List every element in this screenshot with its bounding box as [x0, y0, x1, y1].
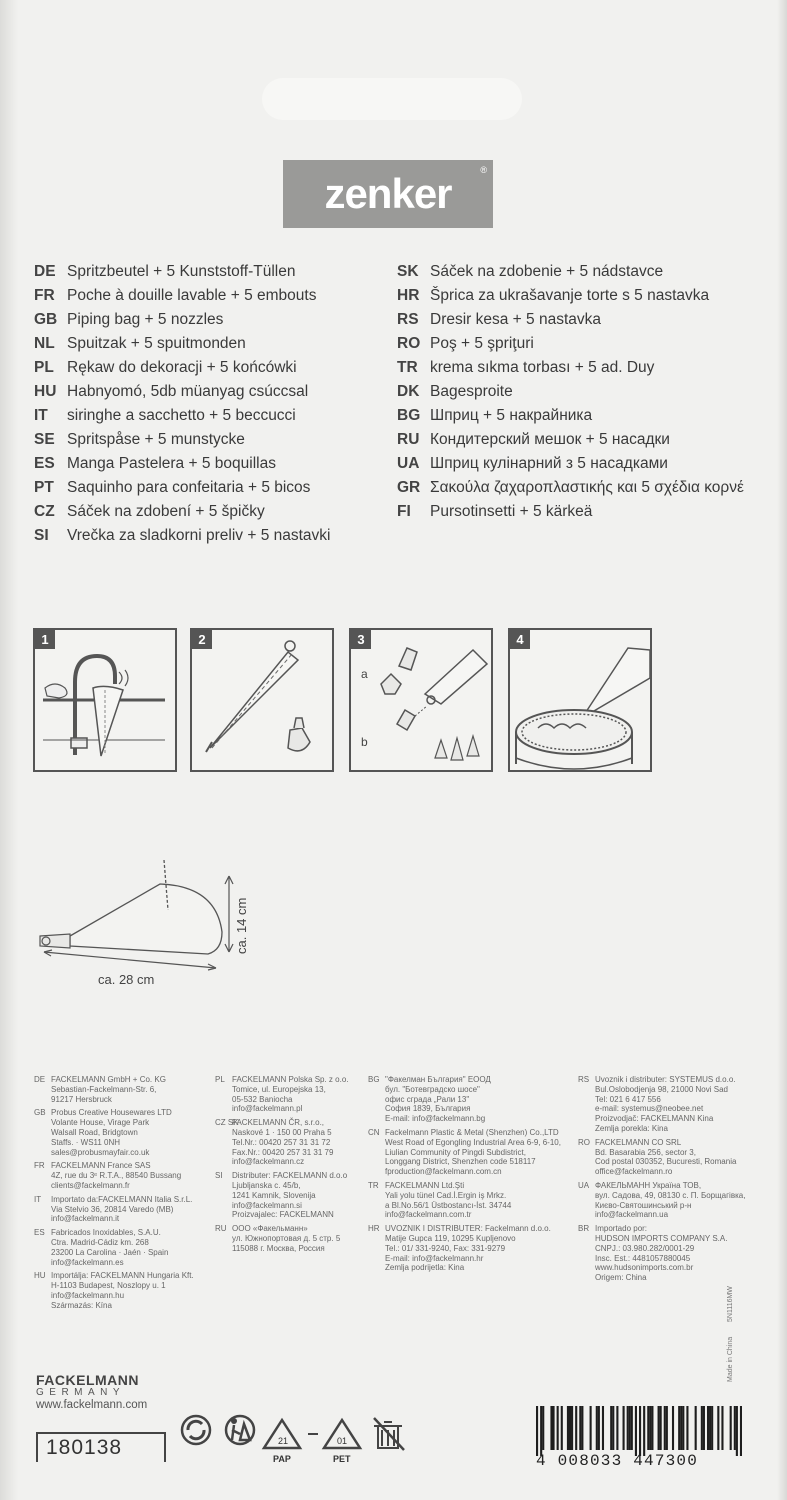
barcode-bar	[610, 1406, 612, 1450]
step-number: 2	[192, 630, 212, 649]
importer-line: info@fackelmann.es	[51, 1257, 124, 1267]
importer-line: ООО «Факельманн»	[232, 1224, 308, 1234]
importer-line: Ctra. Madrid-Cádiz km. 268	[51, 1237, 149, 1247]
product-description: Dresir kesa + 5 nastavka	[430, 311, 602, 328]
language-code: RS	[397, 311, 419, 328]
pap-code: 21	[278, 1436, 289, 1446]
importer-line: Bd. Basarabia 256, sector 3,	[595, 1147, 696, 1157]
importer-line: "Факелман България" ЕООД	[385, 1075, 491, 1084]
barcode-bar	[721, 1406, 723, 1450]
product-description: Poche à douille lavable + 5 embouts	[67, 287, 317, 304]
barcode-bar	[616, 1406, 618, 1450]
language-code: ES	[34, 455, 55, 472]
barcode-bar	[561, 1406, 563, 1450]
language-code: GB	[34, 311, 58, 328]
language-code: TR	[397, 359, 418, 376]
barcode-bar	[734, 1406, 736, 1450]
importer-line: e-mail: systemus@neobee.net	[595, 1104, 704, 1114]
product-description: Кондитерский мешок + 5 насадки	[430, 431, 670, 448]
importer-block	[215, 1224, 340, 1253]
pet-code: 01	[337, 1436, 348, 1446]
importer-country-code: RS	[578, 1075, 590, 1084]
product-description: Manga Pastelera + 5 boquillas	[67, 455, 276, 472]
importer-line: Києво-Святошинський р-н	[595, 1200, 692, 1210]
language-code: SK	[397, 263, 419, 280]
importer-line	[578, 1224, 727, 1234]
importer-line	[215, 1075, 349, 1085]
importer-block	[215, 1171, 347, 1220]
importer-line: вул. Садова, 49, 08130 с. П. Борщагівка,	[595, 1190, 746, 1200]
importer-line: Sebastian-Fackelmann-Str. 6,	[51, 1084, 157, 1094]
importer-block	[215, 1075, 349, 1114]
height-label: ca. 14 cm	[234, 897, 249, 954]
importer-block	[34, 1228, 168, 1267]
barcode-bar	[664, 1406, 666, 1450]
importer-line: FACKELMANN ČR, s.r.o.,	[232, 1118, 325, 1128]
importer-country-code: ES	[34, 1228, 45, 1238]
article-number-box	[36, 1432, 166, 1462]
importer-line: Origem: China	[595, 1273, 647, 1283]
language-row-fi	[397, 500, 744, 524]
barcode-bar	[596, 1406, 598, 1450]
importer-country-code: CN	[368, 1128, 380, 1137]
language-code: HR	[397, 287, 420, 304]
recycling-icons	[178, 1412, 418, 1472]
importer-country-code: HR	[368, 1224, 380, 1234]
language-code: BG	[397, 407, 421, 424]
green-dot-icon	[182, 1416, 210, 1444]
importer-line: бул. "Ботевградско шосе"	[385, 1084, 480, 1094]
importer-line: info@fackelmann.hu	[51, 1290, 125, 1300]
step-number: 1	[35, 630, 55, 649]
importer-line	[34, 1161, 181, 1171]
importer-line	[368, 1075, 491, 1085]
importer-line: Fackelmann Plastic & Metal (Shenzhen) Co.,LTD	[385, 1128, 559, 1137]
product-description: Saquinho para confeitaria + 5 bicos	[67, 479, 311, 496]
barcode-bar	[649, 1406, 651, 1450]
importer-line	[578, 1075, 736, 1085]
importer-block	[578, 1181, 745, 1220]
importer-line	[215, 1171, 347, 1181]
importer-line: Származás: Kína	[51, 1300, 112, 1310]
importer-country-code: BR	[578, 1224, 590, 1234]
language-code: FR	[34, 287, 55, 304]
importer-line: Probus Creative Housewares LTD	[51, 1108, 172, 1118]
language-row-tr	[397, 356, 744, 380]
importer-block	[215, 1118, 333, 1167]
barcode-bar	[590, 1406, 592, 1450]
barcode-bar	[717, 1406, 719, 1450]
importer-line: ФАКЕЛЬМАНН Україна ТОВ,	[595, 1181, 702, 1190]
barcode-bar	[740, 1406, 742, 1456]
barcode-bar	[598, 1406, 600, 1450]
barcode-bar	[639, 1406, 641, 1456]
importer-line: info@fackelmann.ua	[595, 1210, 669, 1220]
language-code: RU	[397, 431, 420, 448]
barcode	[536, 1406, 742, 1456]
barcode-bar	[680, 1406, 682, 1450]
language-code: HU	[34, 383, 57, 400]
language-row-pl	[34, 356, 330, 380]
importer-line: info@fackelmann.com.tr	[385, 1210, 472, 1220]
barcode-bar	[695, 1406, 697, 1450]
product-description: Šprica za ukrašavanje torte s 5 nastavka	[430, 287, 710, 304]
product-description: Spritzbeutel + 5 Kunststoff-Tüllen	[67, 263, 296, 280]
step-3-label-a: a	[361, 667, 368, 681]
logo-text: zenker	[324, 170, 452, 217]
language-code: GR	[397, 479, 421, 496]
importer-line: Bul.Oslobodjenja 98, 21000 Novi Sad	[595, 1084, 728, 1094]
importer-country-code: SI	[215, 1171, 223, 1181]
importer-line: Staffs. · WS11 0NH	[51, 1137, 121, 1147]
language-code: PL	[34, 359, 54, 376]
importer-line: Cod postal 030352, Bucuresti, Romania	[595, 1157, 737, 1167]
language-row-fr	[34, 284, 330, 308]
barcode-bar	[709, 1406, 711, 1450]
registered-mark: ®	[480, 165, 487, 175]
importer-line: Proizvodjač: FACKELMANN Kina	[595, 1114, 714, 1124]
importer-line: Volante House, Virage Park	[51, 1118, 150, 1128]
importer-country-code: RU	[215, 1224, 227, 1234]
step-4-panel	[508, 628, 652, 772]
importer-line: Fabricados Inoxidables, S.A.U.	[51, 1228, 161, 1238]
importer-line: FACKELMANN CO SRL	[595, 1137, 682, 1147]
language-row-gr	[397, 476, 744, 500]
importer-block	[34, 1195, 192, 1224]
language-code: SE	[34, 431, 55, 448]
importer-line: FACKELMANN France SAS	[51, 1161, 151, 1171]
importer-line: fproduction@fackelmann.com.cn	[385, 1167, 502, 1177]
pap-label: PAP	[273, 1454, 291, 1464]
product-description: Piping bag + 5 nozzles	[67, 311, 224, 328]
importer-line: Tel.Nr.: 00420 257 31 31 72	[232, 1137, 331, 1147]
barcode-bar	[701, 1406, 703, 1450]
importer-country-code: DE	[34, 1075, 46, 1084]
importer-line: Zemlja podrijetla: Kina	[385, 1263, 465, 1273]
importer-line: 4Z, rue du 3ᵉ R.T.A., 88540 Bussang	[51, 1171, 182, 1181]
importer-block	[368, 1224, 551, 1273]
insert-nozzle-illustration	[192, 630, 332, 770]
barcode-bar	[660, 1406, 662, 1450]
article-number: 180138	[46, 1436, 123, 1459]
fackelmann-country: GERMANY	[36, 1387, 126, 1398]
barcode-bar	[678, 1406, 680, 1450]
importer-block	[578, 1224, 727, 1283]
product-description: Pursotinsetti + 5 kärkeä	[430, 503, 593, 520]
language-code: CZ	[34, 503, 55, 520]
importer-block	[34, 1108, 172, 1157]
importer-line: HUDSON IMPORTS COMPANY S.A.	[595, 1233, 728, 1243]
language-code: RO	[397, 335, 421, 352]
importer-block	[368, 1075, 491, 1124]
importer-line	[34, 1228, 168, 1238]
language-row-ro	[397, 332, 744, 356]
importer-line: 23200 La Carolina · Jaén · Spain	[51, 1247, 169, 1257]
step-3-label-b: b	[361, 735, 368, 749]
zenker-logo	[283, 160, 493, 228]
language-code: UA	[397, 455, 420, 472]
barcode-bar	[736, 1406, 738, 1456]
importer-line: Importálja: FACKELMANN Hungaria Kft.	[51, 1271, 194, 1281]
language-list-left	[34, 260, 330, 548]
importer-line	[215, 1224, 340, 1234]
language-row-nl	[34, 332, 330, 356]
language-row-it	[34, 404, 330, 428]
barcode-number: 4 008033 447300	[536, 1452, 699, 1470]
barcode-bar	[571, 1406, 573, 1450]
importer-line: info@fackelmann.pl	[232, 1104, 303, 1114]
importer-line: ул. Южнопортовая д. 5 стр. 5	[232, 1233, 341, 1243]
barcode-bar	[647, 1406, 649, 1450]
importer-line: Liulian Community of Pingdi Subdistrict,	[385, 1147, 526, 1157]
importer-line: a Bl.No.56/1 Üstbostancı-İst. 34744	[385, 1200, 512, 1210]
importer-line	[368, 1128, 561, 1138]
language-row-bg	[397, 404, 744, 428]
language-row-dk	[397, 380, 744, 404]
importer-line: info@fackelmann.it	[51, 1214, 120, 1224]
importer-country-code: PL	[215, 1075, 225, 1084]
language-code: NL	[34, 335, 55, 352]
bag-dimensions-diagram	[30, 850, 260, 990]
language-row-sk	[397, 260, 744, 284]
made-in-label: Made in China	[727, 1336, 734, 1382]
barcode-bar	[612, 1406, 614, 1450]
product-description: Habnyomó, 5db müanyag csúccsal	[67, 383, 309, 400]
barcode-bar	[569, 1406, 571, 1450]
pet-recycle-icon	[324, 1420, 360, 1464]
barcode-bar	[651, 1406, 653, 1450]
importer-country-code: FR	[34, 1161, 45, 1171]
language-code: FI	[397, 503, 411, 520]
hang-hole	[262, 78, 522, 120]
sku-code: 5N1116MW	[727, 1286, 734, 1322]
barcode-bar	[579, 1406, 581, 1450]
product-description: Bagesproite	[430, 383, 513, 400]
fackelmann-brand	[36, 1372, 147, 1411]
product-description: Σακούλα ζαχαροπλαστικής και 5 σχέδια κορνέ	[430, 479, 744, 496]
importer-line: office@fackelmann.ro	[595, 1167, 673, 1177]
importer-line: Naskové 1 · 150 00 Praha 5	[232, 1127, 332, 1137]
barcode-bar	[567, 1406, 569, 1450]
step-1-panel	[33, 628, 177, 772]
language-row-es	[34, 452, 330, 476]
product-description: Rękaw do dekoracji + 5 końcówki	[67, 359, 297, 376]
pap-recycle-icon	[264, 1420, 300, 1464]
fackelmann-logo-text: FACKELMANN	[36, 1372, 139, 1388]
tap-fill-bag-illustration	[35, 630, 175, 770]
barcode-bar	[552, 1406, 554, 1450]
product-description: Шприц + 5 накрайника	[430, 407, 593, 424]
barcode-bar	[682, 1406, 684, 1450]
language-row-rs	[397, 308, 744, 332]
importer-line: 115088 г. Москва, Россия	[232, 1243, 325, 1253]
importer-block	[368, 1128, 561, 1177]
barcode-bar	[631, 1406, 633, 1450]
barcode-bar	[629, 1406, 631, 1450]
barcode-bar	[686, 1406, 688, 1450]
importer-line: info@fackelmann.cz	[232, 1157, 305, 1167]
waste-bin-icon	[374, 1418, 404, 1450]
tidyman-icon	[226, 1416, 254, 1444]
language-row-ua	[397, 452, 744, 476]
importer-country-code: HU	[34, 1271, 46, 1281]
importer-line	[368, 1224, 551, 1234]
importer-line: 05-532 Baniocha	[232, 1094, 293, 1104]
importer-country-code: GB	[34, 1108, 46, 1118]
product-description: Sáček na zdobenie + 5 nádstavce	[430, 263, 664, 280]
importer-line	[34, 1108, 172, 1118]
step-number: 3	[351, 630, 371, 649]
barcode-bar	[536, 1406, 538, 1456]
importer-country-code: RO	[578, 1137, 590, 1147]
attach-coupler-illustration	[351, 630, 491, 770]
language-row-hu	[34, 380, 330, 404]
importer-line	[215, 1118, 333, 1128]
product-description: siringhe a sacchetto + 5 beccucci	[67, 407, 296, 424]
importer-line: clients@fackelmann.fr	[51, 1180, 130, 1190]
importer-line: 91217 Hersbruck	[51, 1094, 112, 1104]
importer-line: CNPJ.: 03.980.282/0001-29	[595, 1243, 695, 1253]
importer-line: Longgang District, Shenzhen code 518117	[385, 1157, 536, 1167]
importer-line	[34, 1195, 192, 1205]
importer-line: Yali yolu tünel Cad.İ.Ergin iş Mrkz.	[385, 1190, 507, 1200]
barcode-bar	[550, 1406, 552, 1450]
step-3-panel	[349, 628, 493, 772]
importer-block	[578, 1138, 736, 1177]
decorate-cake-illustration	[510, 630, 650, 770]
importer-line: Proizvajalec: FACKELMANN	[232, 1210, 334, 1220]
barcode-bar	[643, 1406, 645, 1456]
language-row-cz	[34, 500, 330, 524]
step-number: 4	[510, 630, 530, 649]
importer-line: UVOZNIK I DISTRIBUTER: Fackelmann d.o.o.	[385, 1224, 551, 1234]
importer-line: 1241 Kamnik, Slovenija	[232, 1190, 316, 1200]
product-description: Vrečka za sladkorni preliv + 5 nastavki	[67, 527, 331, 544]
importer-line: sales@probusmayfair.co.uk	[51, 1147, 150, 1157]
website: www.fackelmann.com	[36, 1399, 148, 1411]
product-description: krema sıkma torbası + 5 ad. Duy	[430, 359, 655, 376]
language-row-si	[34, 524, 330, 548]
importer-line: Ljubljanska c. 45/b,	[232, 1180, 301, 1190]
importer-line: H-1103 Budapest, Noszlopy u. 1	[51, 1281, 166, 1291]
language-row-de	[34, 260, 330, 284]
importer-country-code: IT	[34, 1194, 42, 1204]
language-code: IT	[34, 407, 48, 424]
importer-line: Uvoznik i distributer: SYSTEMUS d.o.o.	[595, 1075, 736, 1084]
language-row-hr	[397, 284, 744, 308]
importer-line	[368, 1181, 511, 1191]
importer-country-code: UA	[578, 1181, 590, 1190]
importer-line	[578, 1138, 736, 1148]
language-code: SI	[34, 527, 49, 544]
step-2-panel	[190, 628, 334, 772]
importer-line: Zemlja porekla: Kina	[595, 1123, 668, 1133]
language-row-ru	[397, 428, 744, 452]
importer-line: Importato da:FACKELMANN Italia S.r.L.	[51, 1194, 193, 1204]
importer-line: West Road of Egongling Industrial Area 6-9, 6-10,	[385, 1137, 561, 1147]
barcode-bar	[623, 1406, 625, 1450]
barcode-bar	[635, 1406, 637, 1456]
length-label: ca. 28 cm	[98, 972, 155, 987]
barcode-bar	[540, 1406, 542, 1456]
importer-line: FACKELMANN GmbH + Co. KG	[51, 1075, 166, 1084]
importer-line: www.hudsonimports.com.br	[595, 1263, 694, 1273]
importer-block	[578, 1075, 736, 1134]
importer-line: офис сграда „Рали 13"	[385, 1094, 470, 1104]
importer-block	[368, 1181, 511, 1220]
importer-block	[34, 1271, 194, 1310]
importer-line: Tomice, ul. Europejska 13,	[232, 1084, 326, 1094]
language-code: DE	[34, 263, 56, 280]
product-description: Spritspåse + 5 munstycke	[67, 431, 245, 448]
importer-block	[34, 1161, 181, 1190]
language-list-right	[397, 260, 744, 524]
product-description: Spuitzak + 5 spuitmonden	[67, 335, 246, 352]
barcode-bar	[542, 1406, 544, 1450]
barcode-bar	[575, 1406, 577, 1450]
barcode-bar	[672, 1406, 674, 1450]
importer-line	[578, 1181, 745, 1191]
importer-line	[34, 1271, 194, 1281]
language-row-se	[34, 428, 330, 452]
importer-line: Distributer: FACKELMANN d.o.o	[232, 1171, 348, 1181]
importer-line	[34, 1075, 166, 1085]
importer-country-code: TR	[368, 1181, 379, 1190]
importer-line: Matije Gupca 119, 10295 Kupljenovo	[385, 1233, 516, 1243]
importer-line: Tel: 021 6 417 556	[595, 1094, 661, 1104]
barcode-bar	[711, 1406, 713, 1450]
barcode-bar	[581, 1406, 583, 1450]
barcode-bar	[730, 1406, 732, 1450]
importer-line: Insc. Est.: 4481057880045	[595, 1253, 691, 1263]
barcode-bar	[658, 1406, 660, 1450]
importer-line: FACKELMANN Polska Sp. z o.o.	[232, 1075, 349, 1084]
barcode-bar	[707, 1406, 709, 1450]
barcode-bar	[557, 1406, 559, 1450]
importer-line: Importado por:	[595, 1224, 648, 1234]
importer-line: info@fackelmann.si	[232, 1200, 302, 1210]
importer-line: E-mail: info@fackelmann.hr	[385, 1253, 484, 1263]
importer-country-code: BG	[368, 1075, 380, 1084]
barcode-bar	[602, 1406, 604, 1450]
barcode-bar	[666, 1406, 668, 1450]
importer-block	[34, 1075, 166, 1104]
language-row-pt	[34, 476, 330, 500]
importer-line: Via Stelvio 36, 20814 Varedo (MB)	[51, 1204, 174, 1214]
importer-line: FACKELMANN Ltd.Şti	[385, 1181, 465, 1190]
product-description: Шприц кулінарний з 5 насадками	[430, 455, 668, 472]
barcode-bar	[703, 1406, 705, 1450]
product-description: Poş + 5 şpriţuri	[430, 335, 534, 352]
importer-line: София 1839, България	[385, 1104, 471, 1114]
barcode-bar	[627, 1406, 629, 1450]
importer-line: E-mail: info@fackelmann.bg	[385, 1114, 486, 1124]
product-description: Sáček na zdobení + 5 špičky	[67, 503, 265, 520]
language-code: PT	[34, 479, 54, 496]
importer-line: Walsall Road, Bridgtown	[51, 1127, 138, 1137]
importer-country-code: CZ SK	[215, 1118, 239, 1128]
pet-label: PET	[333, 1454, 351, 1464]
importer-line: Fax.Nr.: 00420 257 31 31 79	[232, 1147, 334, 1157]
language-code: DK	[397, 383, 420, 400]
language-row-gb	[34, 308, 330, 332]
importer-line: Tel.: 01/ 331-9240, Fax: 331-9279	[385, 1243, 506, 1253]
